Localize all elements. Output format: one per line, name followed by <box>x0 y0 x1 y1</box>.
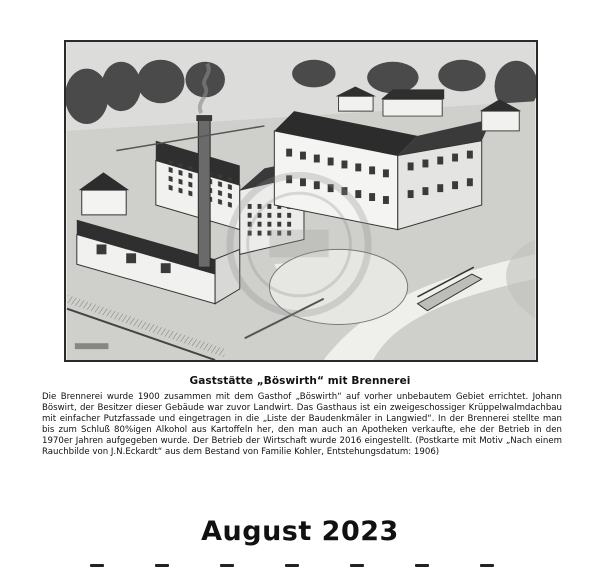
month-title: August 2023 <box>201 516 399 547</box>
historic-photo <box>64 40 538 362</box>
calendar-header-row-partial <box>70 560 530 567</box>
caption-title: Gaststätte „Böswirth“ mit Brennerei <box>189 375 411 387</box>
photo-illustration <box>66 42 536 360</box>
caption-body: Die Brennerei wurde 1900 zusammen mit dem Gasthof „Böswirth“ auf vorher unbebautem Gebiet errichtet. Johann Böswirt, der Besitzer dieser Gebäude war zuvor Landwirt. Das Gasthaus ist ein zweigeschossiger Krüppelwalmdachbau mit einfacher Putzfassade und eingetragen in die „Liste der Baudenkmäler in Langwied“. In der Brennerei stellte man bis zum Schluß 80%igen Alkohol aus Kartoffeln her, den man auch an Apotheken verkaufte, ehe der Betrieb in den 1970er Jahren aufgegeben wurde. Der Betrieb der Wirtschaft wurde 2016 eingestellt. (Postkarte mit Motiv „Nach einem Rauchbilde von J.N.Eckardt“ aus dem Bestand von Familie Kohler, Entstehungsdatum: 1906) <box>42 392 562 457</box>
